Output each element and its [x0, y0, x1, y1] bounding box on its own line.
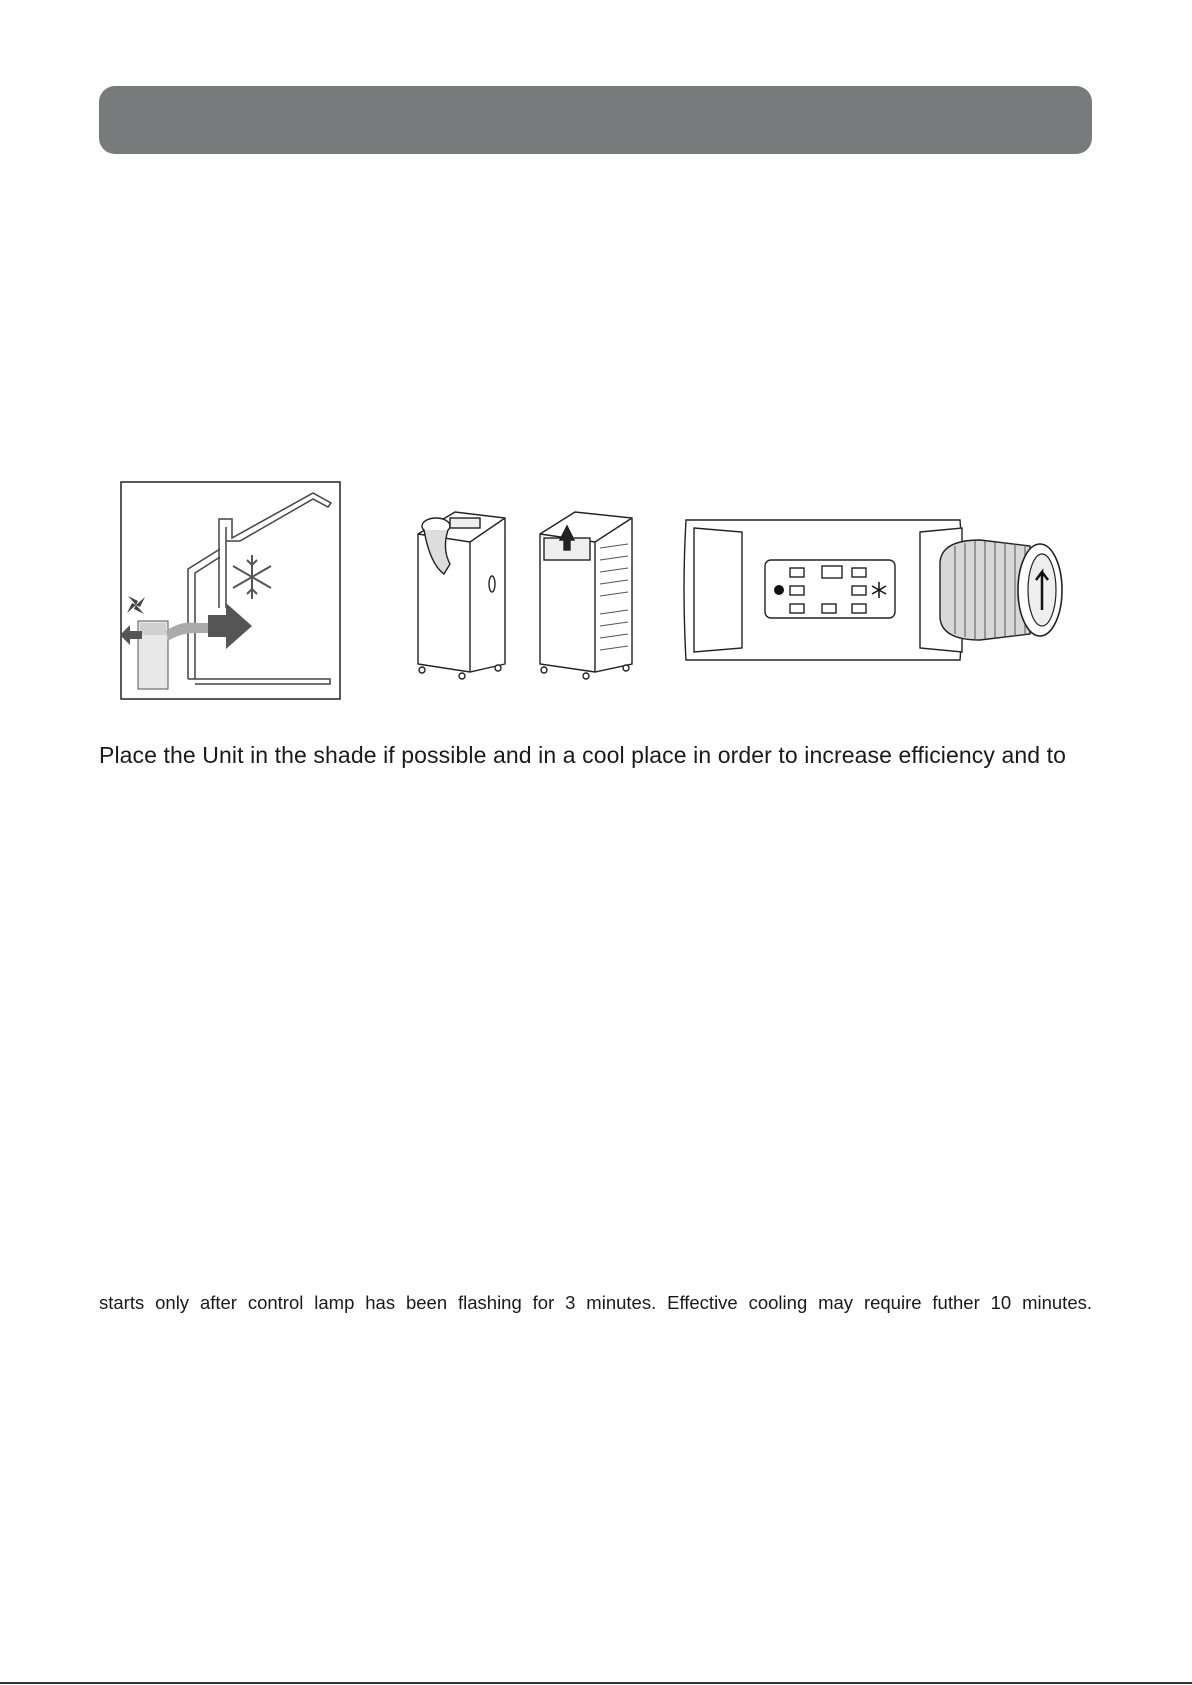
air-conditioner-top-view-icon — [680, 510, 1080, 670]
cooling-paragraph-line: starts only after control lamp has been flashing for 3 minutes. Effective cooling may require futher 10 minutes. — [99, 1292, 1092, 1313]
page-bottom-rule — [0, 1682, 1192, 1684]
house-airflow-figure — [120, 481, 342, 701]
portable-units-figure — [410, 504, 640, 680]
placement-paragraph-line: Place the Unit in the shade if possible and in a cool place in order to increase efficiency and to — [99, 742, 1067, 768]
top-view-figure — [680, 510, 1080, 670]
section-header-bar — [99, 86, 1092, 154]
house-airflow-icon — [120, 481, 342, 701]
portable-air-conditioner-icon — [410, 504, 640, 680]
